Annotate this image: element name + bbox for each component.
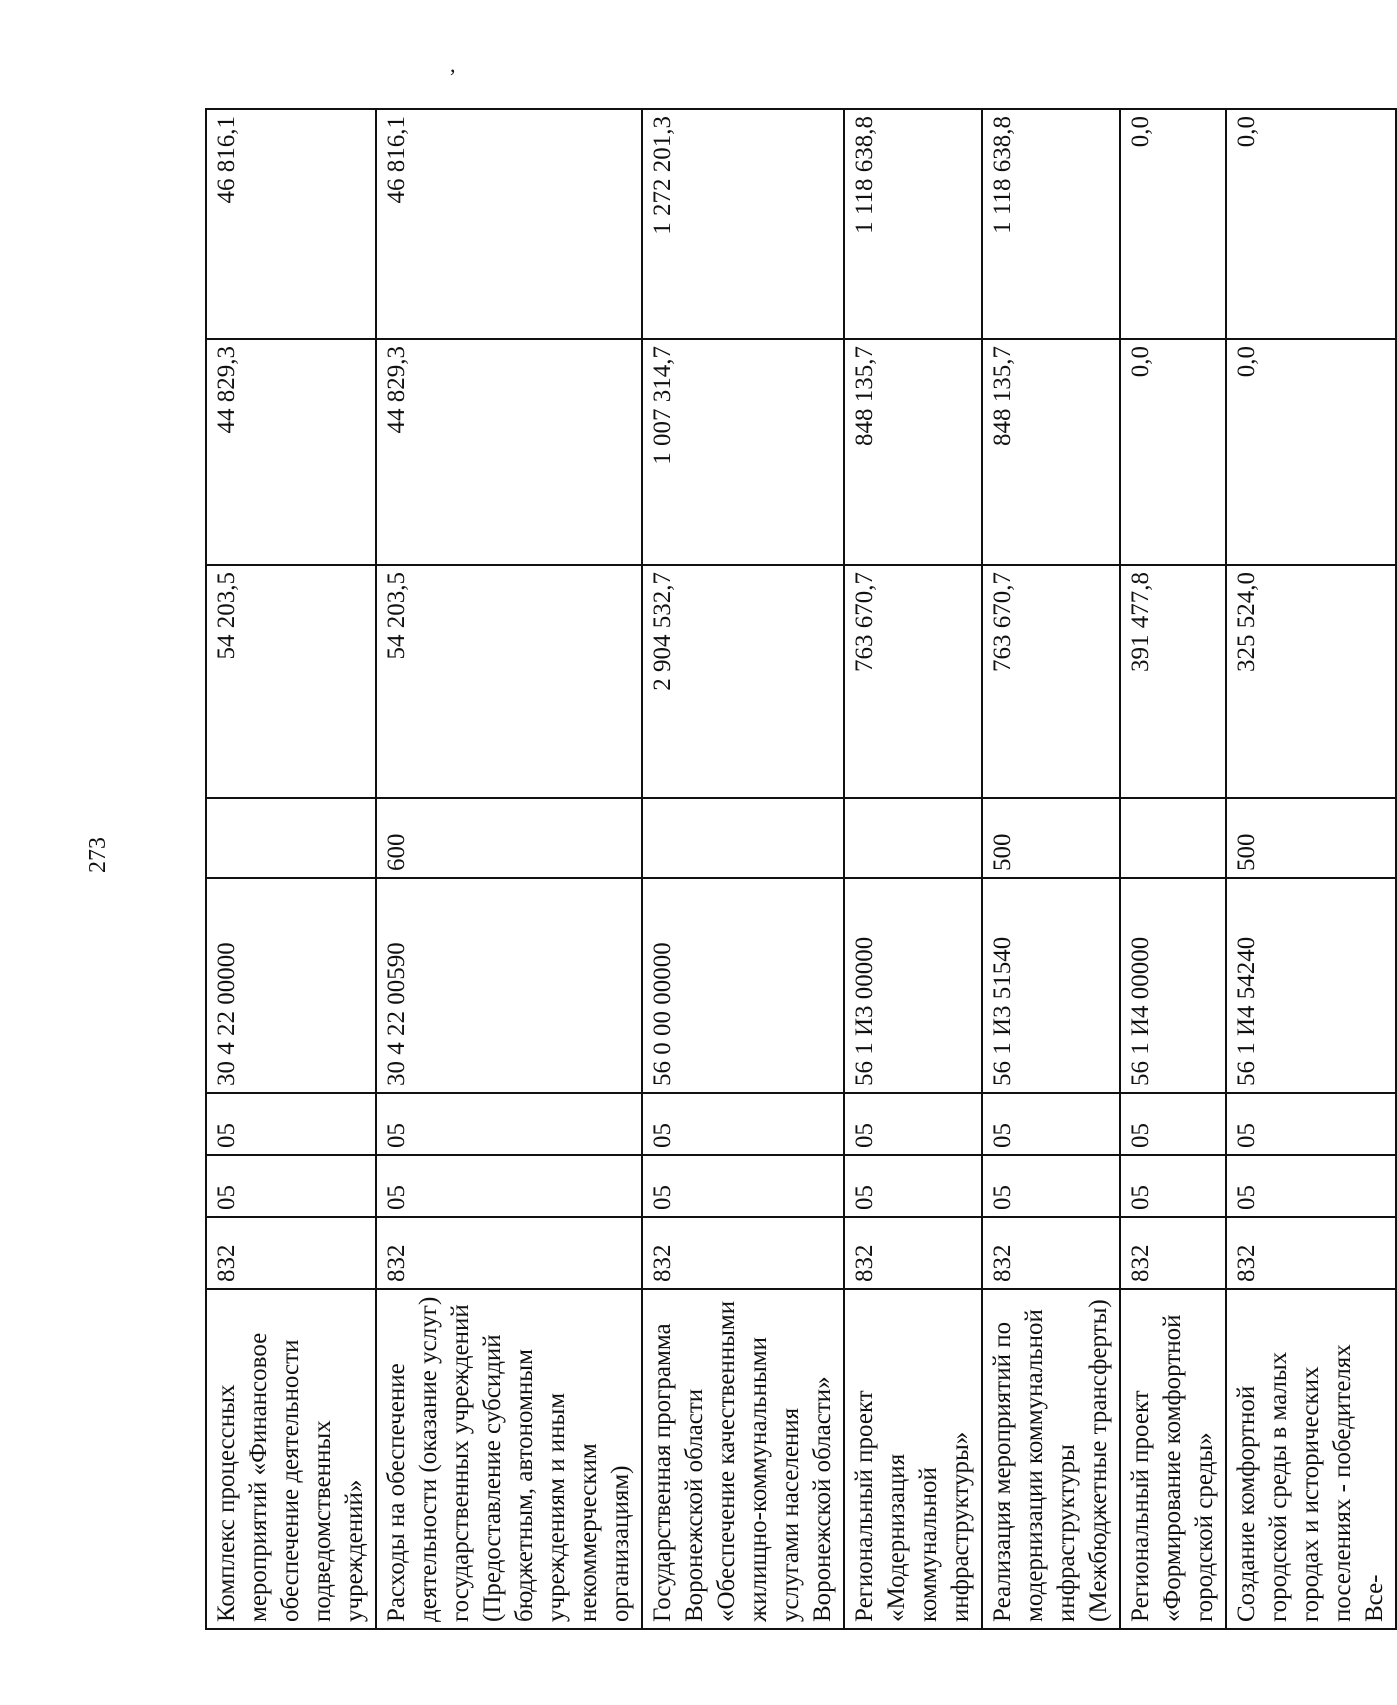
grbs-code: 832 — [206, 1217, 376, 1289]
row-name: Расходы на обеспечение деятельности (оказание услуг) государственных учреждений (Предоставление субсидий бюджетным, автономным учреждениям и иным некоммерческим организациям) — [376, 1289, 642, 1629]
table-row — [844, 109, 982, 1629]
target-article-code: 30 4 22 00000 — [206, 878, 376, 1093]
grbs-code: 832 — [642, 1217, 844, 1289]
target-article-code: 30 4 22 00590 — [376, 878, 642, 1093]
amount-year-1: 325 524,0 — [1226, 565, 1396, 798]
amount-year-3: 1 272 201,3 — [642, 109, 844, 339]
subsection-code: 05 — [206, 1093, 376, 1155]
grbs-code: 832 — [844, 1217, 982, 1289]
amount-year-2: 0,0 — [1226, 339, 1396, 565]
expense-type-code — [206, 798, 376, 878]
row-name: Создание комфортной городской среды в малых городах и исторических поселениях - победителях Все- — [1226, 1289, 1396, 1629]
amount-year-1: 391 477,8 — [1120, 565, 1226, 798]
table-row — [376, 109, 642, 1629]
amount-year-1: 763 670,7 — [844, 565, 982, 798]
amount-year-2: 848 135,7 — [982, 339, 1120, 565]
target-article-code: 56 1 И4 00000 — [1120, 878, 1226, 1093]
subsection-code: 05 — [1120, 1093, 1226, 1155]
target-article-code: 56 1 И3 00000 — [844, 878, 982, 1093]
expense-type-code — [1120, 798, 1226, 878]
target-article-code: 56 1 И4 54240 — [1226, 878, 1396, 1093]
row-name: Реализация мероприятий по модернизации коммунальной инфраструктуры (Межбюджетные трансферты) — [982, 1289, 1120, 1629]
table-body — [206, 109, 1396, 1629]
subsection-code: 05 — [982, 1093, 1120, 1155]
expense-type-code: 600 — [376, 798, 642, 878]
subsection-code: 05 — [642, 1093, 844, 1155]
section-code: 05 — [982, 1155, 1120, 1217]
amount-year-1: 763 670,7 — [982, 565, 1120, 798]
table-row — [982, 109, 1120, 1629]
amount-year-2: 848 135,7 — [844, 339, 982, 565]
page-number: 273 — [85, 837, 111, 873]
amount-year-3: 0,0 — [1226, 109, 1396, 339]
amount-year-1: 2 904 532,7 — [642, 565, 844, 798]
subsection-code: 05 — [376, 1093, 642, 1155]
amount-year-1: 54 203,5 — [206, 565, 376, 798]
amount-year-2: 1 007 314,7 — [642, 339, 844, 565]
rotated-table-container — [205, 110, 1388, 1630]
amount-year-3: 0,0 — [1120, 109, 1226, 339]
amount-year-1: 54 203,5 — [376, 565, 642, 798]
row-name: Региональный проект «Модернизация коммунальной инфраструктуры» — [844, 1289, 982, 1629]
table-row — [1120, 109, 1226, 1629]
row-name: Региональный проект «Формирование комфортной городской среды» — [1120, 1289, 1226, 1629]
grbs-code: 832 — [1120, 1217, 1226, 1289]
amount-year-2: 0,0 — [1120, 339, 1226, 565]
section-code: 05 — [206, 1155, 376, 1217]
target-article-code: 56 0 00 00000 — [642, 878, 844, 1093]
section-code: 05 — [1226, 1155, 1396, 1217]
grbs-code: 832 — [1226, 1217, 1396, 1289]
expense-type-code — [844, 798, 982, 878]
stray-mark: , — [450, 52, 456, 77]
row-name: Комплекс процессных мероприятий «Финансовое обеспечение деятельности подведомственных учреждений» — [206, 1289, 376, 1629]
budget-table — [205, 108, 1397, 1630]
subsection-code: 05 — [1226, 1093, 1396, 1155]
amount-year-3: 1 118 638,8 — [844, 109, 982, 339]
grbs-code: 832 — [982, 1217, 1120, 1289]
row-name: Государственная программа Воронежской области «Обеспечение качественными жилищно-коммунальными услугами населения Воронежской области» — [642, 1289, 844, 1629]
subsection-code: 05 — [844, 1093, 982, 1155]
section-code: 05 — [844, 1155, 982, 1217]
table-row — [642, 109, 844, 1629]
grbs-code: 832 — [376, 1217, 642, 1289]
amount-year-3: 1 118 638,8 — [982, 109, 1120, 339]
expense-type-code: 500 — [1226, 798, 1396, 878]
amount-year-2: 44 829,3 — [206, 339, 376, 565]
budget-table-frame — [205, 110, 1388, 1630]
table-row — [1226, 109, 1396, 1629]
amount-year-3: 46 816,1 — [206, 109, 376, 339]
target-article-code: 56 1 И3 51540 — [982, 878, 1120, 1093]
amount-year-2: 44 829,3 — [376, 339, 642, 565]
table-row — [206, 109, 376, 1629]
amount-year-3: 46 816,1 — [376, 109, 642, 339]
section-code: 05 — [376, 1155, 642, 1217]
expense-type-code: 500 — [982, 798, 1120, 878]
section-code: 05 — [642, 1155, 844, 1217]
section-code: 05 — [1120, 1155, 1226, 1217]
expense-type-code — [642, 798, 844, 878]
